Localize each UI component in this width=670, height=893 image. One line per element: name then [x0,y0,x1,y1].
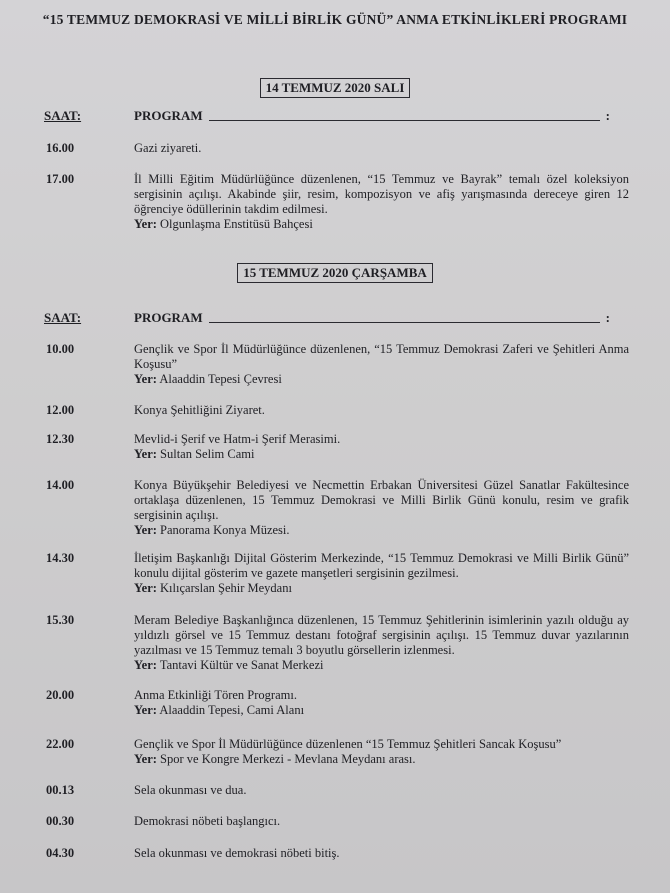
event-description: Gençlik ve Spor İl Müdürlüğünce düzenlenen, “15 Temmuz Demokrasi Zaferi ve Şehitleri Anma Koşusu” [134,342,629,371]
event-time: 14.00 [46,478,75,492]
location-value: Tantavi Kültür ve Sanat Merkezi [159,658,324,672]
event-time: 04.30 [46,846,75,860]
day-date: 14 TEMMUZ 2020 SALI [260,78,411,98]
location-value: Panorama Konya Müzesi. [160,523,290,537]
event-description: Sela okunması ve demokrasi nöbeti bitiş. [134,846,340,860]
event-time: 16.00 [46,141,75,155]
header-colon: : [605,310,610,325]
event-time: 20.00 [46,688,75,702]
event-location [134,658,629,673]
header-rule [209,322,600,323]
event-time: 15.30 [46,613,75,627]
day-heading-2 [0,263,670,283]
location-label: Yer: [134,703,157,717]
header-colon: : [605,108,610,123]
event-time: 00.13 [46,783,75,797]
location-label: Yer: [134,372,157,386]
location-label: Yer: [134,217,157,231]
event-location [134,447,629,462]
event-description: Gençlik ve Spor İl Müdürlüğünce düzenlenen “15 Temmuz Şehitleri Sancak Koşusu” [134,737,562,751]
event-location [134,372,629,387]
event-description: Mevlid-i Şerif ve Hatm-i Şerif Merasimi. [134,432,341,446]
program-label: PROGRAM [134,310,203,325]
event-description: İl Milli Eğitim Müdürlüğünce düzenlenen, “15 Temmuz ve Bayrak” temalı özel koleksiyon sergisinin açılışı. Akabinde şiir, resim, kompozisyon ve afiş yarışmasında dereceye giren 12 öğrenciye ödüllerinin takdim edilmesi. [134,172,629,216]
program-label: PROGRAM [134,108,203,123]
event-time: 17.00 [46,172,75,186]
event-time: 00.30 [46,814,75,828]
event-description: Sela okunması ve dua. [134,783,247,797]
location-label: Yer: [134,752,157,766]
event-location [134,217,629,232]
saat-label: SAAT: [44,108,82,123]
location-value: Sultan Selim Cami [160,447,255,461]
saat-label: SAAT: [44,310,82,325]
day-date: 15 TEMMUZ 2020 ÇARŞAMBA [237,263,433,283]
event-location [134,703,629,718]
location-value: Alaaddin Tepesi, Cami Alanı [159,703,305,717]
day-heading-1 [0,78,670,98]
event-time: 12.30 [46,432,75,446]
event-description: Gazi ziyareti. [134,141,202,155]
location-value: Olgunlaşma Enstitüsü Bahçesi [160,217,313,231]
event-time: 10.00 [46,342,75,356]
event-description: Anma Etkinliği Tören Programı. [134,688,297,702]
event-location [134,581,629,596]
event-description: Meram Belediye Başkanlığınca düzenlenen, 15 Temmuz Şehitlerinin isimlerinin yazılı olduğu ay yıldızlı görsel ve 15 Temmuz destanı fotoğraf sergisinin açılışı. 15 Temmuz duvar yazılarının yazılması ve 15 Temmuz temalı 3 boyutlu görsellerin izlenmesi. [134,613,629,657]
location-value: Spor ve Kongre Merkezi - Mevlana Meydanı arası. [160,752,416,766]
event-description: Konya Büyükşehir Belediyesi ve Necmettin Erbakan Üniversitesi Güzel Sanatlar Fakültesince ortaklaşa düzenlenen, 15 Temmuz Demokrasi ve Milli Birlik Günü konulu, resim ve grafik sergisinin açılışı. [134,478,629,522]
event-location [134,523,629,538]
location-label: Yer: [134,523,157,537]
event-description: Konya Şehitliğini Ziyaret. [134,403,265,417]
event-time: 14.30 [46,551,75,565]
event-time: 12.00 [46,403,75,417]
location-value: Kılıçarslan Şehir Meydanı [160,581,292,595]
location-label: Yer: [134,447,157,461]
location-value: Alaaddin Tepesi Çevresi [159,372,282,386]
event-time: 22.00 [46,737,75,751]
location-label: Yer: [134,658,157,672]
document-title: “15 TEMMUZ DEMOKRASİ VE MİLLİ BİRLİK GÜNÜ” ANMA ETKİNLİKLERİ PROGRAMI [42,12,628,27]
event-location [134,752,629,767]
location-label: Yer: [134,581,157,595]
header-rule [209,120,600,121]
event-description: İletişim Başkanlığı Dijital Gösterim Merkezinde, “15 Temmuz Demokrasi ve Milli Birlik Günü” konulu dijital gösterim ve gazete manşetleri sergisinin gezilmesi. [134,551,629,580]
event-description: Demokrasi nöbeti başlangıcı. [134,814,281,828]
